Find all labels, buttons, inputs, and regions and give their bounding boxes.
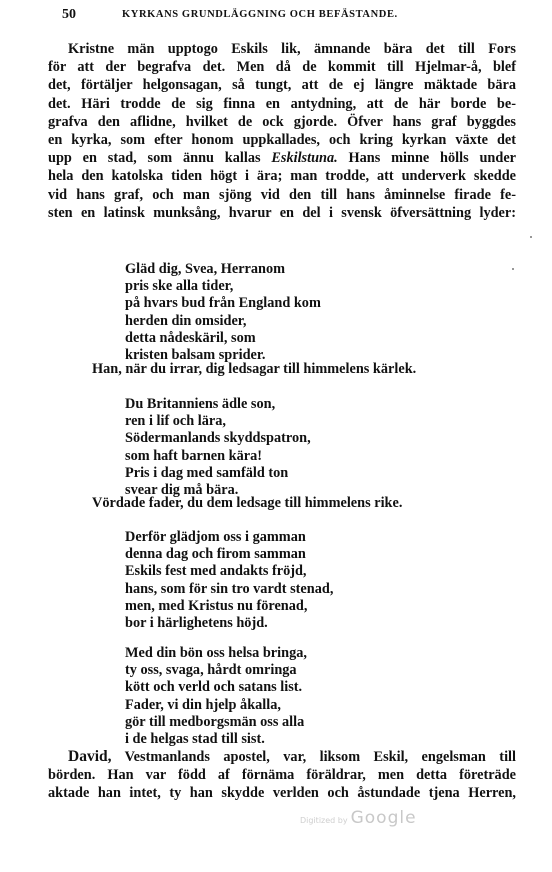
verse-line: ren i lif och lära, bbox=[125, 413, 226, 430]
verse-line: ty oss, svaga, hårdt omringa bbox=[125, 662, 297, 679]
verse-line: svear dig må bära. bbox=[125, 482, 239, 499]
verse-line: hans, som för sin tro vardt stenad, bbox=[125, 580, 334, 597]
verse-stanza-4 bbox=[125, 645, 307, 748]
text-line: det. Häri trodde de sig finna en antydning, att de här borde be- bbox=[48, 95, 516, 112]
text-line: för att der begrafva det. Men då de kommit till Hjelmar-å, blef bbox=[48, 59, 516, 76]
paragraph-david bbox=[48, 748, 516, 803]
text-line: en kyrka, som efter honom uppkallades, och kring kyrkan växte det bbox=[48, 132, 516, 149]
verse-line: Med din bön oss helsa bringa, bbox=[125, 645, 307, 661]
verse-line: gör till medborgsmän oss alla bbox=[125, 713, 305, 730]
verse-line: Derför glädjom oss i gamman bbox=[125, 529, 306, 545]
verse-stanza-1 bbox=[125, 261, 321, 364]
verse-line: Du Britanniens ädle son, bbox=[125, 396, 276, 412]
verse-stanza-2 bbox=[125, 396, 311, 499]
text-line: hela den katolska tiden högt i ära; man trodde, att underverk skedde bbox=[48, 168, 516, 185]
text-line: grafva den aflidne, hvilket de ock gjorde. Öfver hans graf byggdes bbox=[48, 113, 516, 130]
verse-line: men, med Kristus nu förenad, bbox=[125, 597, 308, 614]
scan-speck bbox=[512, 268, 514, 270]
verse-line: som haft barnen kära! bbox=[125, 447, 263, 464]
verse-line: bor i härlighetens höjd. bbox=[125, 615, 268, 632]
verse-refrain-2: Vördade fader, du dem ledsage till himmelens rike. bbox=[92, 495, 403, 511]
text-segment: Vestmanlands apostel, var, liksom Eskil, engelsman till bbox=[124, 749, 516, 765]
text-line-mixed bbox=[48, 149, 516, 167]
page-number: 50 bbox=[62, 7, 76, 22]
text-line: sten en latinsk munksång, hvarur en del i svensk öfversättning lyder: bbox=[48, 204, 516, 221]
verse-line: Pris i dag med samfäld ton bbox=[125, 464, 289, 481]
digitized-watermark bbox=[300, 808, 417, 828]
text-line: det, förtäljer helgonsagan, så tungt, att de ej längre mäktade bära bbox=[48, 77, 516, 94]
italic-place-name: Eskilstuna. bbox=[271, 150, 338, 167]
verse-line: Fader, vi din hjelp åkalla, bbox=[125, 696, 281, 713]
verse-refrain-1: Han, när du irrar, dig ledsagar till himmelens kärlek. bbox=[92, 361, 417, 377]
verse-line: denna dag och firom samman bbox=[125, 546, 306, 563]
text-segment: upp en stad, som ännu kallas bbox=[48, 150, 261, 167]
text-segment: Hans minne hölls under bbox=[348, 150, 517, 167]
watermark-brand: Google bbox=[350, 808, 417, 828]
scan-speck bbox=[530, 236, 532, 238]
text-line-mixed bbox=[48, 748, 516, 766]
verse-line: kött och verld och satans list. bbox=[125, 679, 303, 696]
page-header bbox=[18, 7, 528, 29]
verse-line: på hvars bud från England kom bbox=[125, 295, 321, 312]
verse-line: pris ske alla tider, bbox=[125, 278, 234, 295]
text-line: aktade han intet, ty han skydde verlden och åstundade tjena Herren, bbox=[48, 785, 516, 802]
verse-line: Eskils fest med andakts fröjd, bbox=[125, 563, 307, 580]
text-line: vid hans graf, och man sjöng vid den till hans åminnelse firade fe- bbox=[48, 186, 516, 203]
verse-line: Gläd dig, Svea, Herranom bbox=[125, 261, 286, 277]
text-line: börden. Han var född af förnäma föräldrar, men detta företräde bbox=[48, 767, 516, 784]
watermark-prefix: Digitized by bbox=[300, 816, 348, 825]
running-head: KYRKANS GRUNDLÄGGNING OCH BEFÄSTANDE. bbox=[122, 9, 398, 20]
verse-line: Södermanlands skyddspatron, bbox=[125, 430, 311, 447]
verse-line: herden din omsider, bbox=[125, 312, 247, 329]
verse-line: kristen balsam sprider. bbox=[125, 347, 266, 364]
text-line: Kristne män upptogo Eskils lik, ämnande bära det till Fors bbox=[68, 41, 516, 57]
verse-line: i de helgas stad till sist. bbox=[125, 731, 265, 748]
verse-line: detta nådeskäril, som bbox=[125, 329, 256, 346]
paragraph-eskil-burial bbox=[48, 40, 516, 222]
verse-stanza-3 bbox=[125, 529, 333, 632]
bold-name: David, bbox=[68, 748, 112, 765]
